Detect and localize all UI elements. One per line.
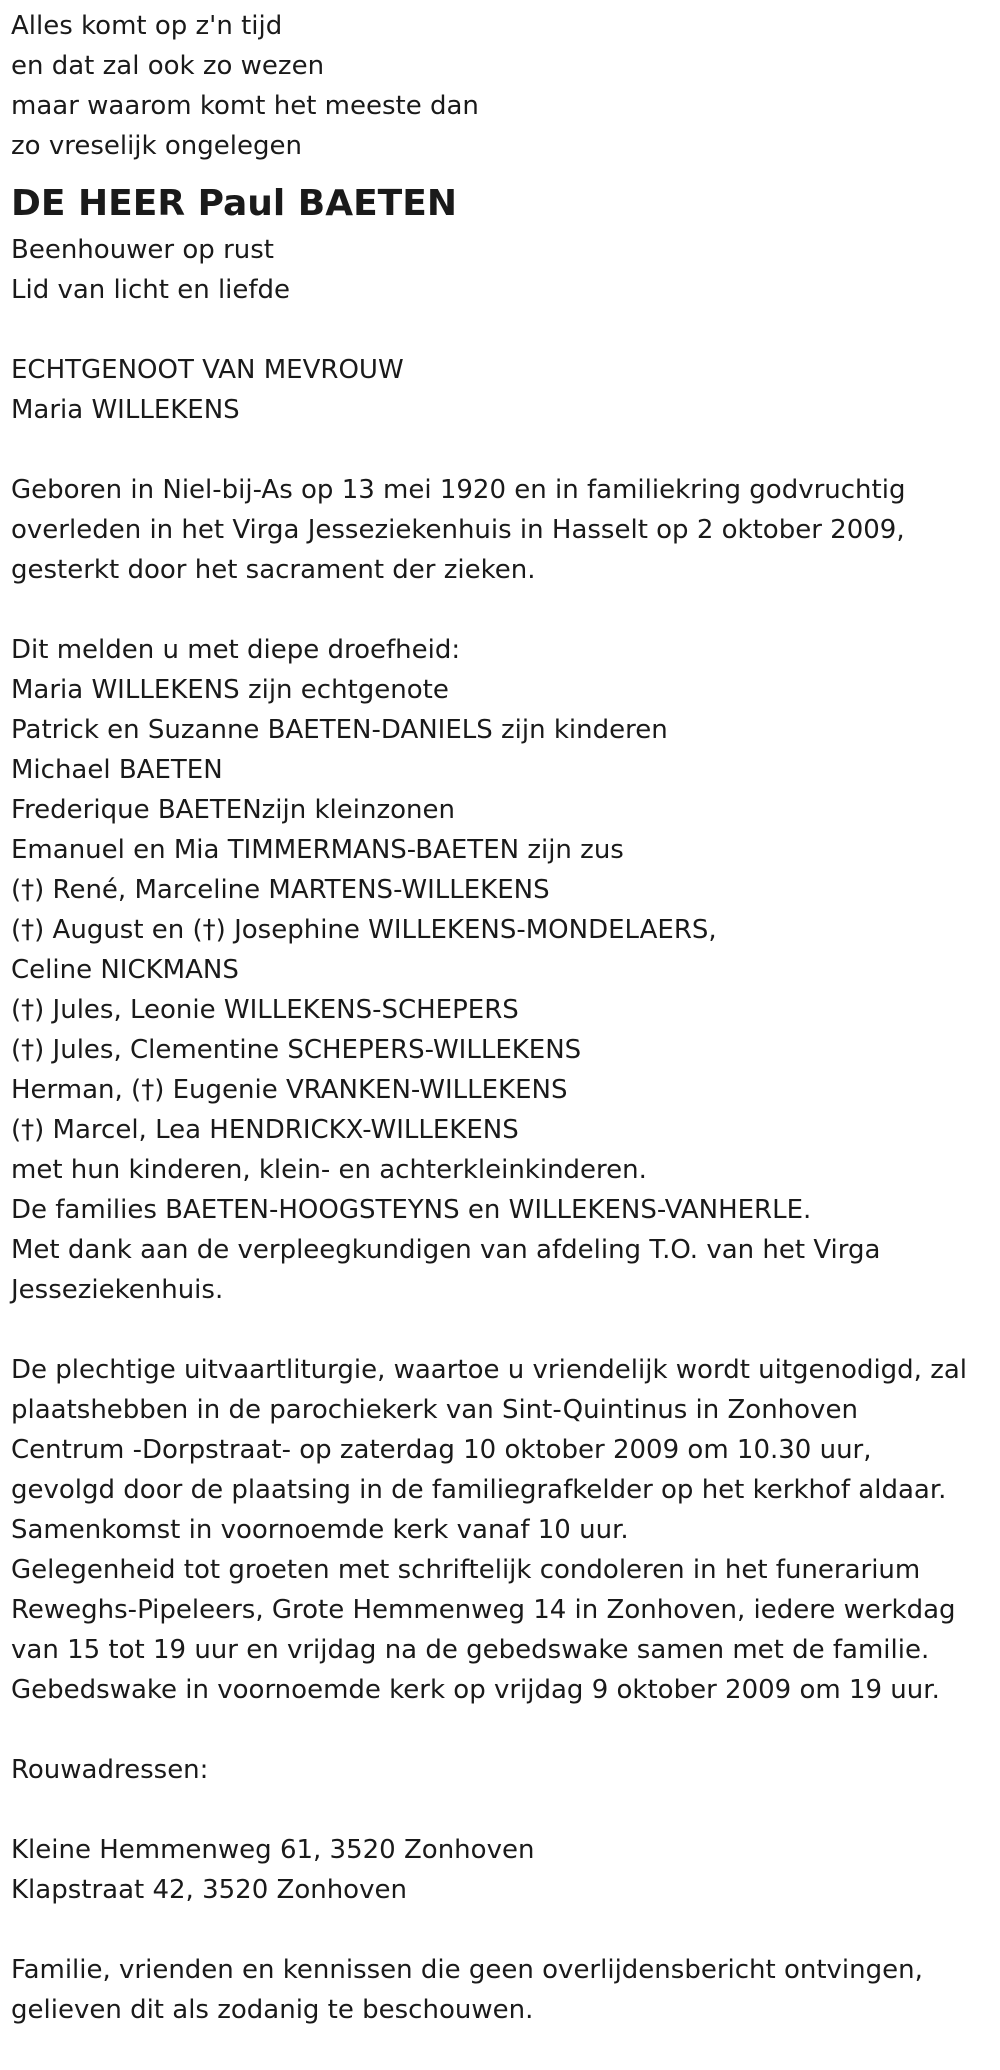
- spacer: [11, 1910, 1000, 1950]
- funeral-line: Reweghs-Pipeleers, Grote Hemmenweg 14 in Zonhoven, iedere werkdag: [11, 1595, 956, 1625]
- poem: [11, 6, 1000, 166]
- deceased-name: DE HEER Paul BAETEN: [11, 183, 457, 224]
- spacer: [11, 1710, 1000, 1750]
- poem-line: Alles komt op z'n tijd: [11, 11, 283, 41]
- closing-line: gelieven dit als zodanig te beschouwen.: [11, 1995, 534, 2025]
- title-line: Beenhouwer op rust: [11, 235, 274, 265]
- spacer: [11, 430, 1000, 470]
- closing-line: Familie, vrienden en kennissen die geen overlijdensbericht ontvingen,: [11, 1955, 923, 1985]
- funeral-line: gevolgd door de plaatsing in de familiegrafkelder op het kerkhof aldaar.: [11, 1475, 947, 1505]
- family-line: Maria WILLEKENS zijn echtgenote: [11, 675, 449, 705]
- spacer: [11, 590, 1000, 630]
- funeral-line: Centrum -Dorpstraat- op zaterdag 10 oktober 2009 om 10.30 uur,: [11, 1435, 872, 1465]
- spouse-heading: ECHTGENOOT VAN MEVROUW: [11, 355, 404, 385]
- funeral-line: Gelegenheid tot groeten met schriftelijk condoleren in het funerarium: [11, 1555, 921, 1585]
- birth-death-line: overleden in het Virga Jesseziekenhuis in Hasselt op 2 oktober 2009,: [11, 515, 905, 545]
- address-line: Kleine Hemmenweg 61, 3520 Zonhoven: [11, 1835, 535, 1865]
- family-line: Emanuel en Mia TIMMERMANS-BAETEN zijn zus: [11, 835, 624, 865]
- family-line: Michael BAETEN: [11, 755, 223, 785]
- funeral-line: Gebedswake in voornoemde kerk op vrijdag 9 oktober 2009 om 19 uur.: [11, 1675, 940, 1705]
- funeral-line: Samenkomst in voornoemde kerk vanaf 10 uur.: [11, 1515, 629, 1545]
- family-line: Patrick en Suzanne BAETEN-DANIELS zijn kinderen: [11, 715, 668, 745]
- spouse-name: Maria WILLEKENS: [11, 395, 240, 425]
- addresses-block: [11, 1830, 1000, 1910]
- titles: [11, 230, 1000, 310]
- birth-death-line: Geboren in Niel-bij-As op 13 mei 1920 en in familiekring godvruchtig: [11, 475, 906, 505]
- spacer: [11, 310, 1000, 350]
- funeral-block: [11, 1350, 1000, 1710]
- spacer: [11, 1310, 1000, 1350]
- family-line: Celine NICKMANS: [11, 955, 239, 985]
- spouse-block: [11, 350, 1000, 430]
- closing-block: [11, 1950, 1000, 2030]
- family-line: (†) Jules, Leonie WILLEKENS-SCHEPERS: [11, 995, 519, 1025]
- address-line: Klapstraat 42, 3520 Zonhoven: [11, 1875, 407, 1905]
- funeral-line: van 15 tot 19 uur en vrijdag na de gebedswake samen met de familie.: [11, 1635, 930, 1665]
- family-line: Herman, (†) Eugenie VRANKEN-WILLEKENS: [11, 1075, 568, 1105]
- family-line: (†) Marcel, Lea HENDRICKX-WILLEKENS: [11, 1115, 519, 1145]
- family-line: Dit melden u met diepe droefheid:: [11, 635, 461, 665]
- addresses-label: Rouwadressen:: [11, 1755, 209, 1785]
- spacer: [11, 1790, 1000, 1830]
- funeral-line: De plechtige uitvaartliturgie, waartoe u vriendelijk wordt uitgenodigd, zal: [11, 1355, 968, 1385]
- family-line: (†) Jules, Clementine SCHEPERS-WILLEKENS: [11, 1035, 582, 1065]
- family-line: met hun kinderen, klein- en achterkleinkinderen.: [11, 1155, 647, 1185]
- title-line: Lid van licht en liefde: [11, 275, 291, 305]
- birth-death-block: [11, 470, 1000, 590]
- birth-death-line: gesterkt door het sacrament der zieken.: [11, 555, 536, 585]
- family-line: Jesseziekenhuis.: [11, 1275, 224, 1305]
- family-line: (†) August en (†) Josephine WILLEKENS-MONDELAERS,: [11, 915, 717, 945]
- poem-line: en dat zal ook zo wezen: [11, 51, 325, 81]
- family-block: [11, 630, 1000, 1310]
- poem-line: zo vreselijk ongelegen: [11, 131, 302, 161]
- family-line: De families BAETEN-HOOGSTEYNS en WILLEKENS-VANHERLE.: [11, 1195, 812, 1225]
- family-line: Frederique BAETENzijn kleinzonen: [11, 795, 455, 825]
- family-line: Met dank aan de verpleegkundigen van afdeling T.O. van het Virga: [11, 1235, 881, 1265]
- funeral-line: plaatshebben in de parochiekerk van Sint-Quintinus in Zonhoven: [11, 1395, 858, 1425]
- poem-line: maar waarom komt het meeste dan: [11, 91, 479, 121]
- family-line: (†) René, Marceline MARTENS-WILLEKENS: [11, 875, 550, 905]
